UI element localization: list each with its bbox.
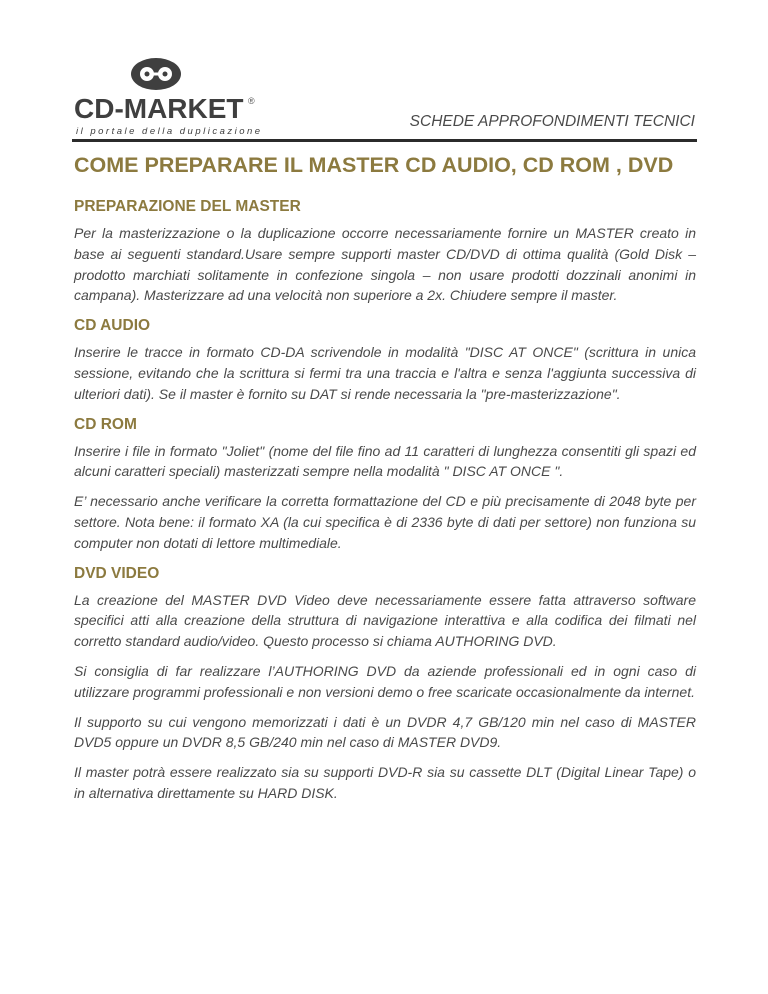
registered-mark: ® bbox=[248, 96, 255, 106]
brand-logo bbox=[74, 56, 274, 136]
section-heading: PREPARAZIONE DEL MASTER bbox=[74, 198, 301, 215]
document-body bbox=[74, 150, 696, 813]
paragraph: E’ necessario anche verificare la corretta formattazione del CD e più precisamente di 2048 byte per settore. Nota bene: il formato XA (la cui specifica è di 2336 byte di dati per settore) non funziona su computer non dotati di lettore multimediale. bbox=[74, 493, 696, 551]
section-cd-audio bbox=[74, 315, 696, 404]
paragraph: Inserire i file in formato "Joliet" (nome del file fino ad 11 caratteri di lunghezza consentiti gli spazi ed alcuni caratteri speciali) masterizzati sempre nella modalità " DISC AT ONCE ". bbox=[74, 442, 696, 480]
section-heading: DVD VIDEO bbox=[74, 564, 160, 582]
section-heading: CD ROM bbox=[74, 415, 137, 433]
section-preparazione-master bbox=[74, 196, 696, 306]
logo-tagline: il portale della duplicazione bbox=[76, 126, 263, 137]
paragraph: Inserire le tracce in formato CD-DA scrivendole in modalità "DISC AT ONCE" (scrittura in unica sessione, evitando che la scrittura si fermi tra una traccia e l'altra e senza l'aggiunta successiva di ulteriori dati). Se il master è fornito su DAT si rende necessaria la "pre-masterizzazione". bbox=[74, 344, 696, 402]
series-title: SCHEDE APPROFONDIMENTI TECNICI bbox=[409, 113, 695, 130]
paragraph: Il master potrà essere realizzato sia su supporti DVD-R sia su cassette DLT (Digital Linear Tape) o in alternativa direttamente su HARD DISK. bbox=[74, 764, 696, 801]
document-title: COME PREPARARE IL MASTER CD AUDIO, CD ROM , DVD bbox=[74, 153, 674, 177]
section-dvd-video bbox=[74, 563, 696, 804]
page-header bbox=[72, 52, 697, 144]
section-cd-rom bbox=[74, 414, 696, 554]
paragraph: Il supporto su cui vengono memorizzati i dati è un DVDR 4,7 GB/120 min nel caso di MASTER DVD5 oppure un DVDR 8,5 GB/240 min nel caso di MASTER DVD9. bbox=[74, 713, 696, 751]
cd-market-logo-icon bbox=[128, 56, 184, 92]
paragraph: La creazione del MASTER DVD Video deve necessariamente essere fatta attraverso software specifici atti alla creazione della struttura di navigazione interattiva e alla codifica dei filmati nel corretto standard audio/video. Questo processo si chiama AUTHORING DVD. bbox=[74, 591, 696, 650]
logo-wordmark: CD-MARKET bbox=[74, 93, 244, 124]
paragraph: Per la masterizzazione o la duplicazione occorre necessariamente fornire un MASTER creato in base ai seguenti standard.Usare sempre supporti master CD/DVD di ottima qualità (Gold Disk – prodotto marchiati solitamente in confezione singola – non usare prodotti dozzinali anonimi in campana). Masterizzare ad una velocità non superiore a 2x. Chiudere sempre il master. bbox=[74, 225, 696, 304]
section-heading: CD AUDIO bbox=[74, 317, 151, 335]
paragraph: Si consiglia di far realizzare l’AUTHORING DVD da aziende professionali ed in ogni caso di utilizzare programmi professionali e non versioni demo o free scaricate occasionalmente da internet. bbox=[74, 662, 696, 700]
header-divider bbox=[72, 139, 697, 142]
